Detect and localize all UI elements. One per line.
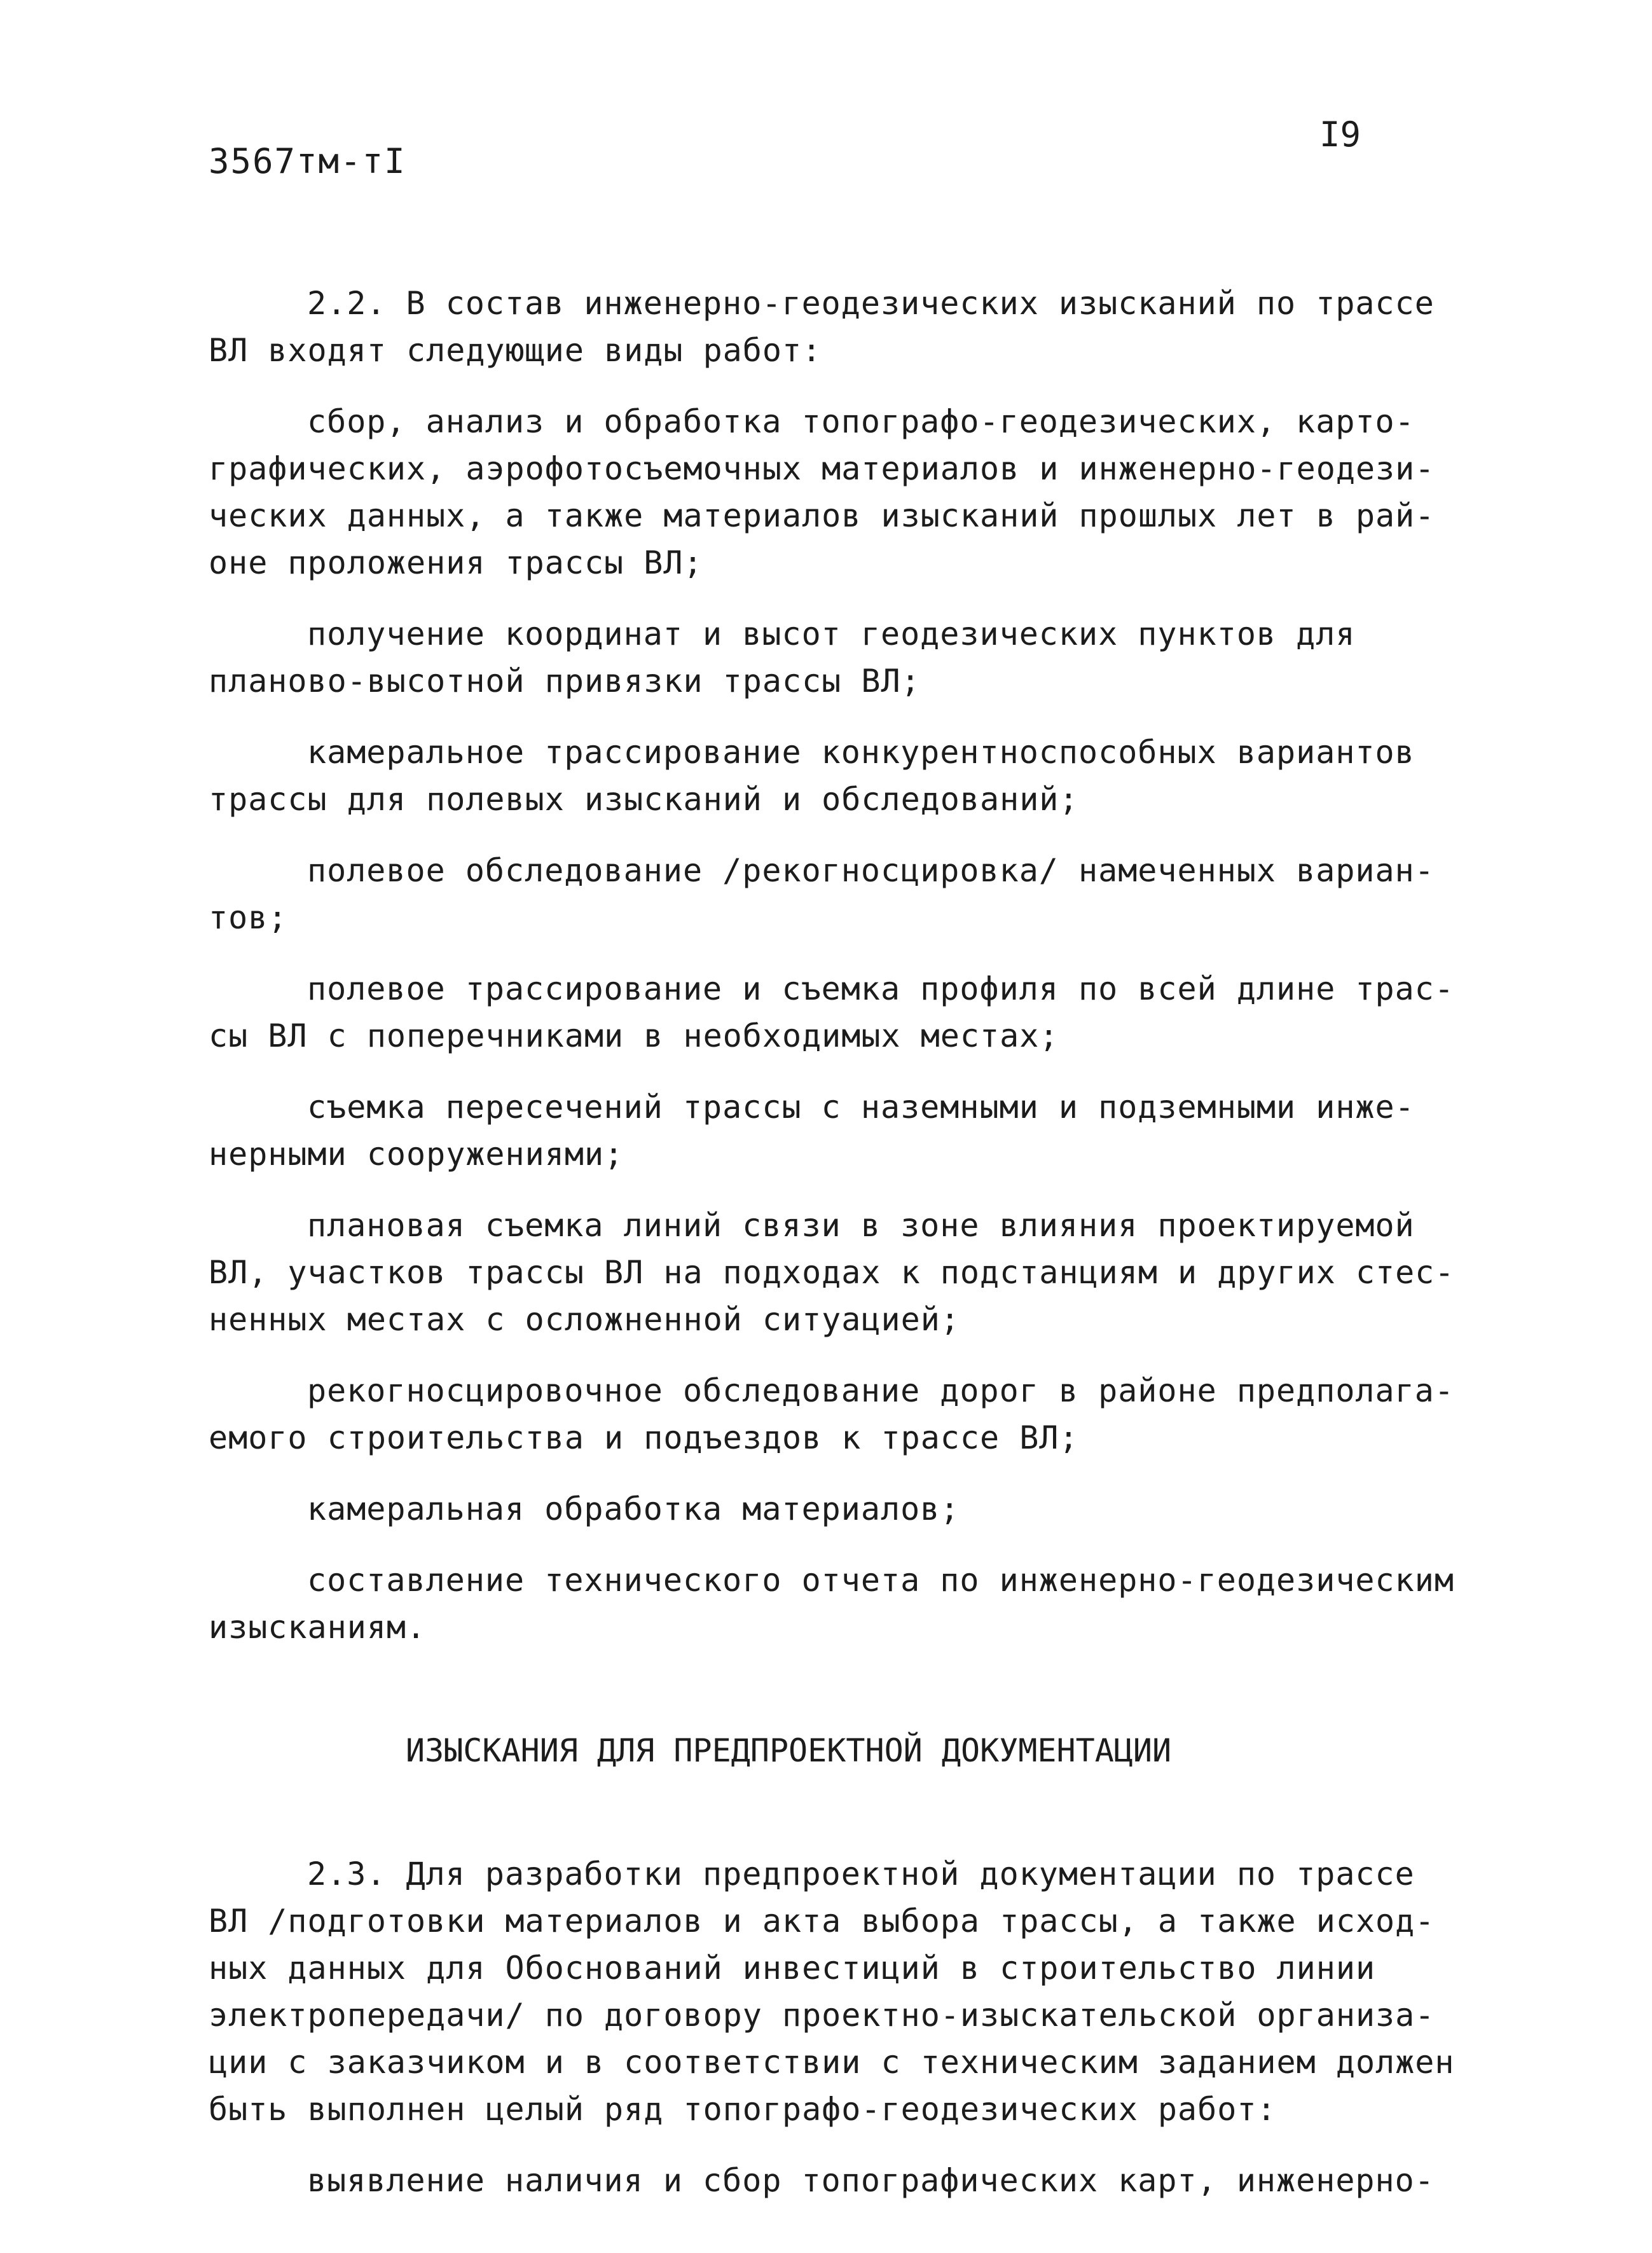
list-item bbox=[209, 729, 1436, 823]
list-item bbox=[209, 1557, 1454, 1651]
text-line: камеральное трассирование конкурентноспособных вариантов bbox=[307, 734, 1415, 771]
text-line: нерными сооружениями; bbox=[209, 1136, 624, 1173]
text-line: графических, аэрофотосъемочных материалов и инженерно-геодези- bbox=[209, 450, 1435, 487]
text-line: сбор, анализ и обработка топографо-геодезических, карто- bbox=[307, 403, 1415, 440]
page-number: I9 bbox=[1319, 114, 1361, 155]
text-line: 2.2. В состав инженерно-геодезических изысканий по трассе bbox=[307, 285, 1435, 322]
text-line: ции с заказчиком и в соответствии с техническим заданием должен bbox=[209, 2044, 1455, 2081]
document-code: 3567тм-тI bbox=[209, 141, 406, 181]
list-item bbox=[209, 2157, 1436, 2204]
text-line: ВЛ /подготовки материалов и акта выбора трассы, а также исход- bbox=[209, 1903, 1435, 1940]
list-item bbox=[209, 610, 1436, 705]
text-line: быть выполнен целый ряд топографо-геодезических работ: bbox=[209, 2091, 1277, 2128]
text-line: ВЛ, участков трассы ВЛ на подходах к подстанциям и других стес- bbox=[209, 1254, 1455, 1291]
text-line: камеральная обработка материалов; bbox=[307, 1491, 960, 1527]
text-line: ных данных для Обоснований инвестиций в строительство линии bbox=[209, 1950, 1376, 1987]
list-item bbox=[209, 965, 1454, 1059]
list-item bbox=[209, 847, 1436, 941]
text-line: выявление наличия и сбор топографических карт, инженерно- bbox=[307, 2162, 1435, 2199]
text-line: тов; bbox=[209, 899, 288, 936]
paragraph-2-3 bbox=[209, 1850, 1455, 2133]
text-line: оне проложения трассы ВЛ; bbox=[209, 544, 703, 581]
body-text bbox=[209, 280, 1455, 2204]
text-line: съемка пересечений трассы с наземными и подземными инже- bbox=[307, 1089, 1415, 1126]
list-item bbox=[209, 1367, 1454, 1461]
paragraph-2-2 bbox=[209, 280, 1436, 374]
text-line: плановая съемка линий связи в зоне влияния проектируемой bbox=[307, 1207, 1415, 1244]
list-item bbox=[209, 1084, 1436, 1178]
text-line: рекогносцировочное обследование дорог в районе предполага- bbox=[307, 1372, 1454, 1409]
list-item bbox=[209, 1485, 1436, 1533]
text-line: 2.3. Для разработки предпроектной документации по трассе bbox=[307, 1856, 1415, 1892]
text-line: ненных местах с осложненной ситуацией; bbox=[209, 1301, 960, 1338]
text-line: электропередачи/ по договору проектно-изыскательской организа- bbox=[209, 1997, 1435, 2034]
text-line: планово-высотной привязки трассы ВЛ; bbox=[209, 663, 921, 699]
text-line: изысканиям. bbox=[209, 1609, 427, 1646]
text-line: трассы для полевых изысканий и обследований; bbox=[209, 781, 1079, 818]
text-line: ческих данных, а также материалов изысканий прошлых лет в рай- bbox=[209, 497, 1435, 534]
text-line: емого строительства и подъездов к трассе ВЛ; bbox=[209, 1419, 1079, 1456]
text-line: составление технического отчета по инженерно-геодезическим bbox=[307, 1562, 1454, 1599]
section-heading: ИЗЫСКАНИЯ ДЛЯ ПРЕДПРОЕКТНОЙ ДОКУМЕНТАЦИИ bbox=[406, 1732, 1172, 1769]
text-line: полевое обследование /рекогносцировка/ намеченных вариан- bbox=[307, 852, 1435, 889]
text-line: получение координат и высот геодезических пунктов для bbox=[307, 616, 1356, 652]
text-line: полевое трассирование и съемка профиля по всей длине трас- bbox=[307, 970, 1454, 1007]
list-item bbox=[209, 398, 1436, 586]
text-line: ВЛ входят следующие виды работ: bbox=[209, 332, 822, 369]
list-item bbox=[209, 1202, 1455, 1343]
text-line: сы ВЛ с поперечниками в необходимых местах; bbox=[209, 1017, 1059, 1054]
